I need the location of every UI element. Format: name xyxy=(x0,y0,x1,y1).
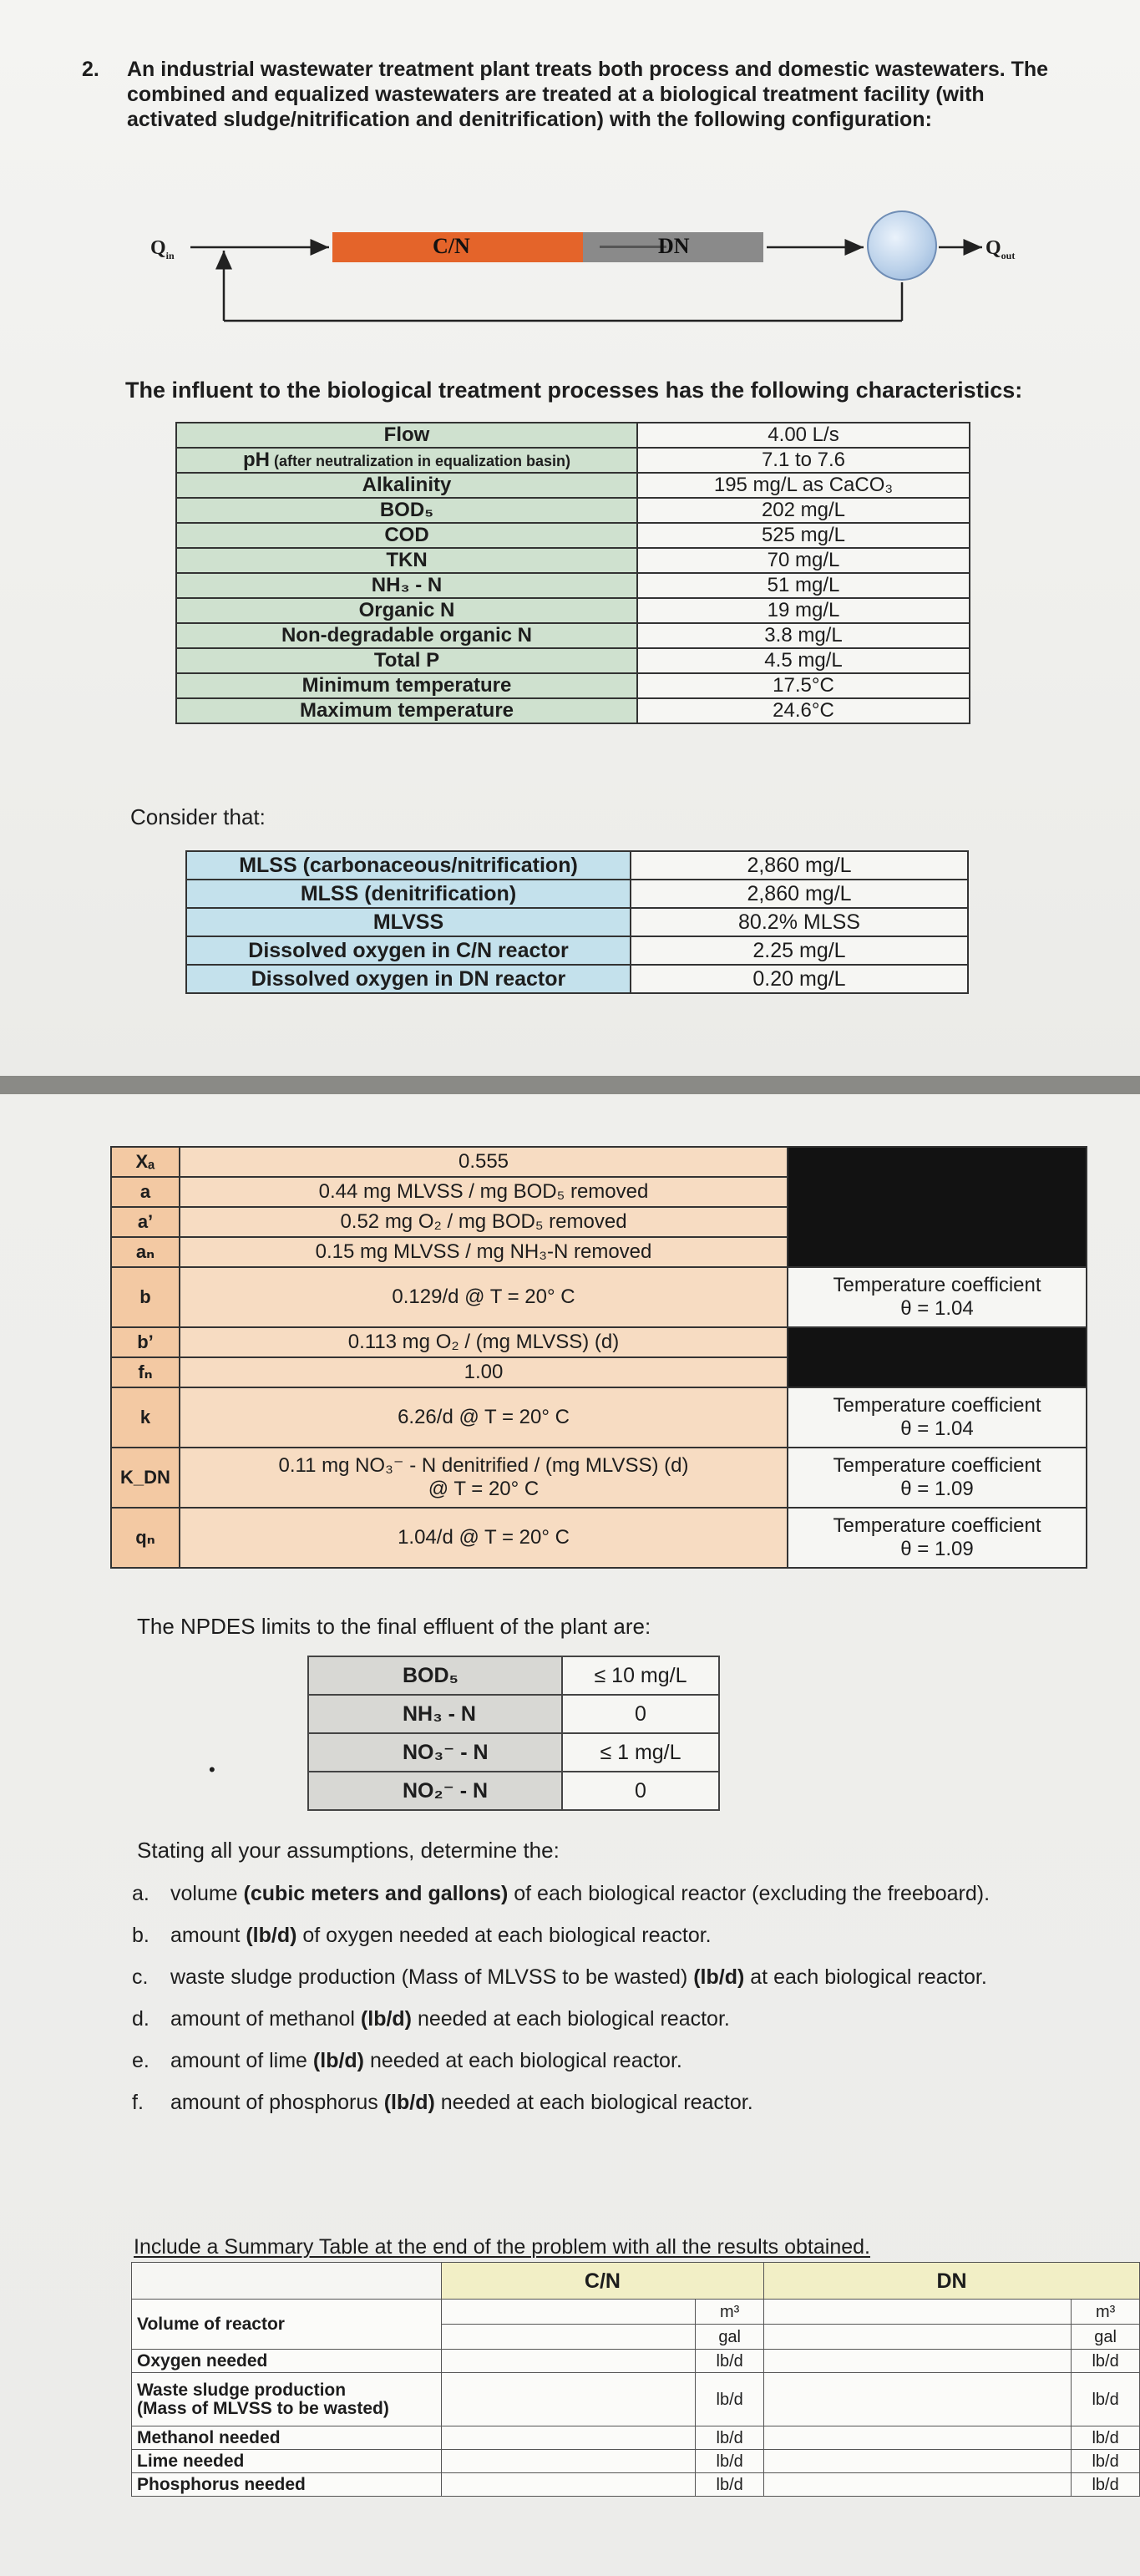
summary-row-lime xyxy=(132,2450,1140,2473)
table-row xyxy=(186,965,968,993)
table-row xyxy=(176,648,970,673)
influent-value: 51 mg/L xyxy=(637,573,970,598)
kin-symbol: b xyxy=(111,1267,180,1327)
kin-temp-coefficient xyxy=(788,1267,1087,1327)
unit-label: lb/d xyxy=(1072,2426,1140,2450)
clarifier-icon xyxy=(867,210,937,281)
summary-heading xyxy=(134,2235,870,2259)
param-name: Alkalinity xyxy=(362,473,452,496)
questions-list xyxy=(132,1881,1076,2132)
influent-value: 70 mg/L xyxy=(637,548,970,573)
influent-table xyxy=(175,422,970,724)
influent-param xyxy=(176,548,637,573)
kin-value-line-1: 0.11 mg NO₃⁻ - N denitrified / (mg MLVSS) (d) xyxy=(278,1454,689,1477)
q-out-subscript: out xyxy=(1001,249,1016,261)
param-name: NH₃ - N xyxy=(371,573,443,596)
npdes-table xyxy=(307,1656,720,1811)
unit-label: lb/d xyxy=(1072,2450,1140,2473)
q-out-symbol: Q xyxy=(985,237,1001,259)
kin-temp-coefficient xyxy=(788,1508,1087,1568)
unit-label: lb/d xyxy=(696,2373,764,2426)
npdes-param: NO₂⁻ - N xyxy=(308,1772,562,1810)
q-in-subscript: in xyxy=(165,249,175,261)
q-in-label xyxy=(150,237,175,262)
question-unit: (lb/d) xyxy=(312,2049,365,2072)
kin-symbol: K_DN xyxy=(111,1448,180,1508)
param-name: Minimum temperature xyxy=(301,673,512,697)
param-name: Flow xyxy=(383,423,430,446)
param-note: (after neutralization in equalization basin) xyxy=(269,452,571,469)
kinetic-coefficients-table xyxy=(110,1146,1087,1569)
kin-value-line-2: @ T = 20° C xyxy=(428,1478,540,1500)
unit-label: lb/d xyxy=(696,2450,764,2473)
npdes-param: NO₃⁻ - N xyxy=(308,1733,562,1772)
question-text-end: of oxygen needed at each biological reactor. xyxy=(296,1924,712,1947)
kin-symbol: b’ xyxy=(111,1327,180,1357)
kin-temp-coefficient xyxy=(788,1387,1087,1448)
theta-value: θ = 1.04 xyxy=(900,1297,974,1320)
question-text: amount of phosphorus xyxy=(170,2091,384,2114)
summary-label-phosphorus: Phosphorus needed xyxy=(132,2473,442,2497)
kin-value: 0.113 mg O₂ / (mg MLVSS) (d) xyxy=(180,1327,788,1357)
table-row xyxy=(176,698,970,723)
q-out-label xyxy=(985,237,1015,262)
table-row xyxy=(176,448,970,473)
influent-value: 525 mg/L xyxy=(637,523,970,548)
unit-label: m³ xyxy=(696,2300,764,2325)
consider-value: 80.2% MLSS xyxy=(631,908,968,936)
influent-value: 7.1 to 7.6 xyxy=(637,448,970,473)
influent-param xyxy=(176,448,637,473)
unit-label: lb/d xyxy=(1072,2473,1140,2497)
summary-label-lime: Lime needed xyxy=(132,2450,442,2473)
summary-header-row xyxy=(132,2263,1140,2300)
summary-row-waste xyxy=(132,2373,1140,2426)
kin-symbol: aₙ xyxy=(111,1237,180,1267)
influent-param xyxy=(176,673,637,698)
question-item xyxy=(132,1965,1076,1990)
consider-value: 2,860 mg/L xyxy=(631,851,968,880)
kin-blank-cell xyxy=(788,1327,1087,1387)
influent-heading: The influent to the biological treatment processes has the following characteristics: xyxy=(125,378,1023,403)
kin-value: 0.52 mg O₂ / mg BOD₅ removed xyxy=(180,1207,788,1237)
question-letter: b. xyxy=(132,1924,149,1947)
table-row xyxy=(308,1656,719,1695)
summary-label-volume: Volume of reactor xyxy=(132,2300,442,2350)
summary-label-oxygen: Oxygen needed xyxy=(132,2350,442,2373)
question-unit: (lb/d) xyxy=(693,1965,745,1989)
influent-param xyxy=(176,623,637,648)
problem-intro-text: An industrial wastewater treatment plant treats both process and domestic wastewaters. The combined and equalized wastewaters are treated at a biological treatment facility (with activated sludge/nitrification and denitrification) with the following configuration: xyxy=(127,58,1049,131)
kin-symbol: k xyxy=(111,1387,180,1448)
table-row xyxy=(176,673,970,698)
question-text-end: needed at each biological reactor. xyxy=(434,2091,753,2114)
theta-value: θ = 1.09 xyxy=(900,1538,974,1560)
summary-heading-text: Include a Summary Table at the end of the problem with all the results obtained. xyxy=(134,2235,870,2259)
question-item xyxy=(132,1923,1076,1948)
table-row xyxy=(176,423,970,448)
question-text-end: needed at each biological reactor. xyxy=(364,2049,682,2072)
unit-label: lb/d xyxy=(1072,2350,1140,2373)
summary-cell[interactable] xyxy=(441,2450,696,2473)
table-row xyxy=(176,523,970,548)
kin-symbol: qₙ xyxy=(111,1508,180,1568)
table-row xyxy=(308,1772,719,1810)
param-name: Organic N xyxy=(358,598,455,621)
table-row xyxy=(111,1508,1087,1568)
summary-cell[interactable] xyxy=(441,2473,696,2497)
summary-cell[interactable] xyxy=(441,2300,696,2325)
table-row xyxy=(111,1387,1087,1448)
summary-cell[interactable] xyxy=(764,2473,1072,2497)
kin-value: 0.15 mg MLVSS / mg NH₃-N removed xyxy=(180,1237,788,1267)
problem-number: 2. xyxy=(82,58,99,81)
temp-coefficient-label: Temperature coefficient xyxy=(833,1274,1041,1296)
kin-symbol: a’ xyxy=(111,1207,180,1237)
table-row xyxy=(186,908,968,936)
consider-table xyxy=(185,850,969,994)
kin-symbol: Xₐ xyxy=(111,1147,180,1177)
summary-cell[interactable] xyxy=(441,2350,696,2373)
influent-value: 202 mg/L xyxy=(637,498,970,523)
process-diagram-lines xyxy=(0,0,1140,368)
influent-value: 17.5°C xyxy=(637,673,970,698)
summary-col-cn: C/N xyxy=(441,2263,763,2300)
summary-cell[interactable] xyxy=(764,2426,1072,2450)
question-text: amount of methanol xyxy=(170,2007,361,2031)
summary-row-methanol xyxy=(132,2426,1140,2450)
table-row xyxy=(186,936,968,965)
question-item xyxy=(132,2048,1076,2073)
page-separator xyxy=(0,1076,1140,1094)
table-row xyxy=(186,880,968,908)
theta-value: θ = 1.09 xyxy=(900,1478,974,1500)
influent-param xyxy=(176,573,637,598)
table-row xyxy=(111,1267,1087,1327)
question-text-end: of each biological reactor (excluding the freeboard). xyxy=(508,1882,991,1905)
influent-value: 3.8 mg/L xyxy=(637,623,970,648)
param-name: Total P xyxy=(373,648,440,672)
theta-value: θ = 1.04 xyxy=(900,1417,974,1440)
kin-value: 6.26/d @ T = 20° C xyxy=(180,1387,788,1448)
influent-value: 4.00 L/s xyxy=(637,423,970,448)
summary-cell[interactable] xyxy=(441,2325,696,2350)
waste-label-line-1: Waste sludge production xyxy=(137,2380,347,2400)
summary-col-dn: DN xyxy=(764,2263,1140,2300)
consider-value: 0.20 mg/L xyxy=(631,965,968,993)
npdes-limit: 0 xyxy=(562,1772,719,1810)
summary-row-oxygen xyxy=(132,2350,1140,2373)
influent-value: 195 mg/L as CaCO₃ xyxy=(637,473,970,498)
unit-label: m³ xyxy=(1072,2300,1140,2325)
influent-value: 4.5 mg/L xyxy=(637,648,970,673)
process-diagram xyxy=(0,0,1140,368)
question-text: amount of lime xyxy=(170,2049,313,2072)
temp-coefficient-label: Temperature coefficient xyxy=(833,1514,1041,1537)
unit-label: lb/d xyxy=(696,2350,764,2373)
influent-param xyxy=(176,423,637,448)
param-name: pH xyxy=(242,448,270,471)
influent-param xyxy=(176,648,637,673)
question-unit: (lb/d) xyxy=(360,2007,413,2031)
kin-temp-coefficient xyxy=(788,1448,1087,1508)
influent-value: 19 mg/L xyxy=(637,598,970,623)
table-row xyxy=(176,573,970,598)
influent-param xyxy=(176,498,637,523)
unit-label: lb/d xyxy=(696,2473,764,2497)
summary-cell[interactable] xyxy=(764,2300,1072,2325)
kin-symbol: a xyxy=(111,1177,180,1207)
influent-param xyxy=(176,698,637,723)
table-row xyxy=(308,1695,719,1733)
kin-value: 0.555 xyxy=(180,1147,788,1177)
unit-label: gal xyxy=(1072,2325,1140,2350)
question-letter: d. xyxy=(132,2007,149,2031)
table-row xyxy=(111,1147,1087,1177)
summary-table xyxy=(131,2262,1140,2497)
consider-param: MLSS (denitrification) xyxy=(186,880,631,908)
kin-value xyxy=(180,1448,788,1508)
npdes-limit: ≤ 1 mg/L xyxy=(562,1733,719,1772)
param-name: Maximum temperature xyxy=(299,698,514,722)
question-text: volume xyxy=(170,1882,244,1905)
summary-label-waste xyxy=(132,2373,442,2426)
consider-heading: Consider that: xyxy=(130,804,266,829)
table-row xyxy=(176,548,970,573)
question-item xyxy=(132,2090,1076,2115)
question-text-end: at each biological reactor. xyxy=(744,1965,987,1989)
question-unit: (lb/d) xyxy=(246,1924,297,1947)
kin-value: 1.04/d @ T = 20° C xyxy=(180,1508,788,1568)
table-row xyxy=(176,598,970,623)
cn-reactor xyxy=(332,232,583,262)
temp-coefficient-label: Temperature coefficient xyxy=(833,1454,1041,1477)
table-row xyxy=(186,851,968,880)
summary-cell[interactable] xyxy=(764,2325,1072,2350)
question-item xyxy=(132,2006,1076,2031)
question-letter: e. xyxy=(132,2049,149,2072)
question-text: amount xyxy=(170,1924,246,1947)
summary-cell[interactable] xyxy=(441,2373,696,2426)
question-text: waste sludge production (Mass of MLVSS to be wasted) xyxy=(170,1965,694,1989)
table-row xyxy=(111,1327,1087,1357)
stray-mark: • xyxy=(209,1759,215,1780)
npdes-heading: The NPDES limits to the final effluent of the plant are: xyxy=(137,1614,651,1639)
table-row xyxy=(176,623,970,648)
consider-param: MLVSS xyxy=(186,908,631,936)
question-letter: a. xyxy=(132,1882,149,1905)
consider-value: 2.25 mg/L xyxy=(631,936,968,965)
influent-value: 24.6°C xyxy=(637,698,970,723)
kin-symbol: fₙ xyxy=(111,1357,180,1387)
influent-param xyxy=(176,473,637,498)
summary-row-volume xyxy=(132,2300,1140,2325)
question-letter: c. xyxy=(132,1965,149,1989)
waste-label-line-2: (Mass of MLVSS to be wasted) xyxy=(137,2398,389,2418)
consider-param: Dissolved oxygen in C/N reactor xyxy=(186,936,631,965)
table-row xyxy=(176,498,970,523)
q-in-symbol: Q xyxy=(150,237,166,259)
consider-param: MLSS (carbonaceous/nitrification) xyxy=(186,851,631,880)
question-text-end: needed at each biological reactor. xyxy=(412,2007,730,2031)
npdes-param: NH₃ - N xyxy=(308,1695,562,1733)
npdes-limit: 0 xyxy=(562,1695,719,1733)
kin-value: 0.44 mg MLVSS / mg BOD₅ removed xyxy=(180,1177,788,1207)
table-row xyxy=(176,473,970,498)
summary-row-phosphorus xyxy=(132,2473,1140,2497)
unit-label: lb/d xyxy=(696,2426,764,2450)
cn-reactor-label: C/N xyxy=(433,234,470,258)
unit-label: lb/d xyxy=(1072,2373,1140,2426)
kin-value: 1.00 xyxy=(180,1357,788,1387)
consider-param: Dissolved oxygen in DN reactor xyxy=(186,965,631,993)
question-unit: (lb/d) xyxy=(383,2091,435,2114)
summary-header-blank xyxy=(132,2263,442,2300)
npdes-param: BOD₅ xyxy=(308,1656,562,1695)
summary-cell[interactable] xyxy=(764,2450,1072,2473)
param-name: Non-degradable organic N xyxy=(281,623,533,647)
param-name: COD xyxy=(384,523,429,546)
table-row xyxy=(308,1733,719,1772)
dn-reactor xyxy=(583,232,763,262)
table-row xyxy=(111,1448,1087,1508)
param-name: BOD₅ xyxy=(379,498,434,521)
summary-cell[interactable] xyxy=(764,2350,1072,2373)
influent-param xyxy=(176,598,637,623)
summary-cell[interactable] xyxy=(441,2426,696,2450)
dn-reactor-arrow xyxy=(600,246,666,248)
question-letter: f. xyxy=(132,2091,144,2114)
npdes-limit: ≤ 10 mg/L xyxy=(562,1656,719,1695)
question-unit: (cubic meters and gallons) xyxy=(243,1882,509,1905)
dn-reactor-label: DN xyxy=(658,234,690,258)
summary-label-methanol: Methanol needed xyxy=(132,2426,442,2450)
influent-param xyxy=(176,523,637,548)
questions-heading: Stating all your assumptions, determine the: xyxy=(137,1838,560,1863)
consider-value: 2,860 mg/L xyxy=(631,880,968,908)
kin-blank-cell xyxy=(788,1147,1087,1267)
unit-label: gal xyxy=(696,2325,764,2350)
summary-cell[interactable] xyxy=(764,2373,1072,2426)
question-item xyxy=(132,1881,1076,1906)
param-name: TKN xyxy=(386,548,428,571)
temp-coefficient-label: Temperature coefficient xyxy=(833,1394,1041,1417)
kin-value: 0.129/d @ T = 20° C xyxy=(180,1267,788,1327)
